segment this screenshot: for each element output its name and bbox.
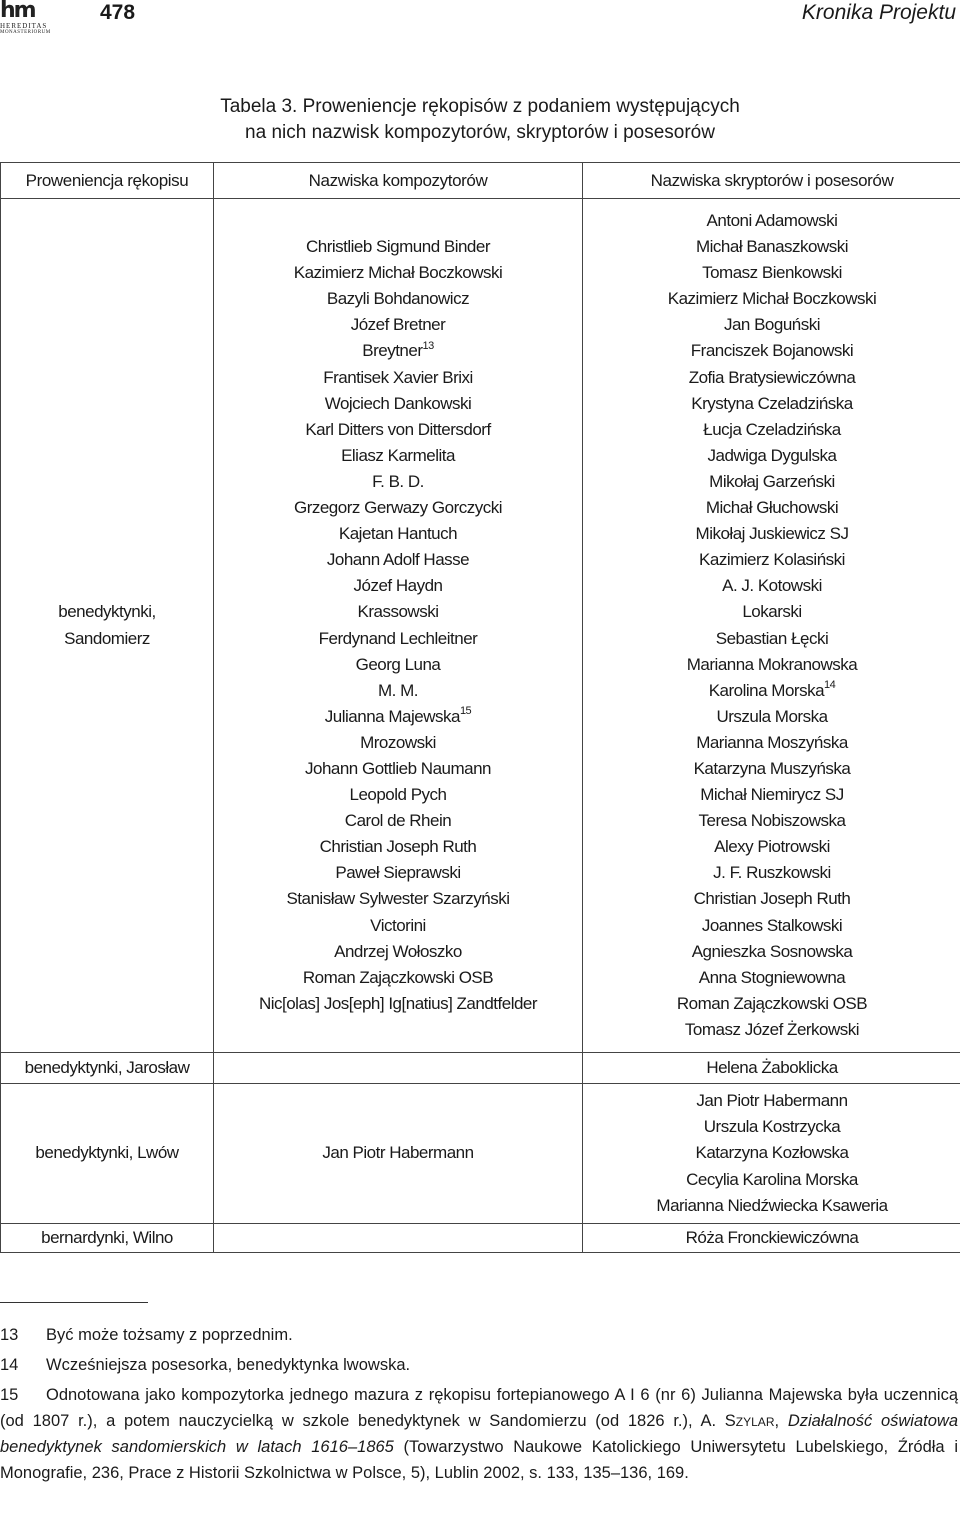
name-text: Tomasz Bienkowski — [702, 263, 842, 283]
header-provenance: Proweniencja rękopisu — [1, 163, 214, 199]
name-text: Anna Stogniewowna — [698, 967, 846, 987]
name-text: Georg Luna — [355, 654, 441, 674]
composer-name — [214, 521, 582, 547]
composer-name — [214, 495, 582, 521]
logo-line-2: MONASTERIORUM — [0, 30, 51, 35]
scribe-name — [583, 652, 960, 678]
footnote-number: 15 — [0, 1386, 19, 1404]
footnote-14 — [0, 1352, 958, 1378]
name-text: Teresa Nobiszowska — [698, 811, 846, 831]
name-text: Joannes Stalkowski — [701, 915, 843, 935]
table-row — [1, 1053, 960, 1084]
name-text: Julianna Majewska — [324, 706, 460, 726]
name-text: Nic[olas] Jos[eph] Ig[natius] Zandtfelder — [258, 993, 538, 1013]
footnote-text: Wcześniejsza posesorka, benedyktynka lwowska. — [46, 1356, 411, 1374]
scribe-name — [583, 599, 960, 625]
composer-name — [214, 391, 582, 417]
name-text: Marianna Niedźwiecka Ksaweria — [656, 1195, 888, 1215]
name-text: Krystyna Czeladzińska — [691, 393, 853, 413]
footnote-divider — [0, 1302, 148, 1303]
composer-name — [214, 782, 582, 808]
name-text: Katarzyna Muszyńska — [693, 758, 851, 778]
footnote-reference: 14 — [824, 679, 836, 692]
table-header-row — [1, 163, 960, 199]
provenance-cell — [1, 1224, 214, 1253]
name-text: Katarzyna Kozłowska — [695, 1143, 849, 1163]
scribe-name — [583, 860, 960, 886]
name-text: Christlieb Sigmund Binder — [305, 237, 491, 257]
scribe-name — [583, 1017, 960, 1043]
name-text: Antoni Adamowski — [706, 211, 838, 230]
scribe-name — [583, 886, 960, 912]
name-text: Józef Haydn — [353, 576, 443, 596]
scribe-name — [583, 1193, 960, 1219]
name-text: Franciszek Bojanowski — [690, 341, 854, 361]
name-text: Mikołaj Garzeński — [709, 471, 835, 491]
name-text: Wojciech Dankowski — [324, 393, 472, 413]
caption-line-2: na nich nazwisk kompozytorów, skryptorów i posesorów — [245, 122, 715, 143]
composer-name — [214, 652, 582, 678]
name-text: F. B. D. — [372, 471, 424, 491]
composer-name — [214, 678, 582, 704]
scribe-name — [583, 338, 960, 364]
name-text: Łucja Czeladzińska — [703, 419, 841, 439]
name-text: Frantisek Xavier Brixi — [323, 367, 473, 387]
composer-name — [214, 260, 582, 286]
name-text: Christian Joseph Ruth — [319, 837, 477, 857]
scribe-name — [583, 208, 960, 234]
name-text: Lokarski — [742, 602, 802, 622]
name-text: Victorini — [370, 915, 426, 935]
provenance-cell — [1, 199, 214, 1053]
scribe-name — [583, 443, 960, 469]
scribe-name — [583, 547, 960, 573]
provenance-line: benedyktynki, Lwów — [35, 1143, 179, 1163]
composers-cell — [214, 1084, 583, 1224]
page-header — [0, 0, 960, 40]
footnote-reference: 13 — [422, 339, 434, 352]
composers-cell — [214, 1053, 583, 1084]
name-text: Róża Fronckiewiczówna — [685, 1227, 859, 1247]
composer-name — [214, 469, 582, 495]
name-text: Kazimierz Michał Boczkowski — [293, 263, 503, 283]
scribes-cell — [583, 1084, 960, 1224]
scribe-name — [583, 312, 960, 338]
scribe-name — [583, 965, 960, 991]
name-text: Cecylia Karolina Morska — [686, 1169, 858, 1189]
scribe-name — [583, 1055, 960, 1081]
name-text: Jan Piotr Habermann — [696, 1091, 848, 1111]
footnote-text: (Towarzystwo Naukowe Katolickiego Uniwersytetu Lubelskiego, Źródła i Monografie, 236, Prace z Historii Szkolnictwa w Polsce, 5), Lublin 2002, s. 133, 135–136, 169. — [0, 1438, 958, 1482]
composer-name — [214, 991, 582, 1017]
name-text: Eliasz Karmelita — [341, 445, 455, 465]
name-text: Józef Bretner — [350, 315, 446, 335]
scribe-name — [583, 991, 960, 1017]
composer-name — [214, 338, 582, 364]
scribe-name — [583, 469, 960, 495]
scribe-name — [583, 286, 960, 312]
scribe-name — [583, 260, 960, 286]
name-text: Jan Piotr Habermann — [322, 1143, 474, 1163]
name-text: Mrozowski — [360, 732, 436, 752]
footnote-text: , — [774, 1412, 788, 1430]
header-composers: Nazwiska kompozytorów — [214, 163, 583, 199]
footnotes — [0, 1322, 958, 1490]
provenance-line: Sandomierz — [64, 628, 150, 648]
scribe-name — [583, 626, 960, 652]
scribe-name — [583, 1088, 960, 1114]
name-text: Zofia Bratysiewiczówna — [688, 367, 856, 387]
provenance-line: benedyktynki, — [58, 602, 156, 622]
scribe-name — [583, 573, 960, 599]
composer-name — [214, 1140, 582, 1166]
scribe-name — [583, 1140, 960, 1166]
name-text: Carol de Rhein — [344, 811, 452, 831]
footnote-text: Być może tożsamy z poprzednim. — [46, 1326, 293, 1344]
composer-name — [214, 834, 582, 860]
name-text: Andrzej Wołoszko — [334, 941, 462, 961]
footnote-15 — [0, 1382, 958, 1486]
scribe-name — [583, 678, 960, 704]
name-text: Michał Głuchowski — [705, 498, 839, 518]
name-text: Johann Adolf Hasse — [326, 550, 470, 570]
table-row — [1, 1224, 960, 1253]
name-text: Roman Zajączkowski OSB — [302, 967, 494, 987]
name-text: Krassowski — [357, 602, 439, 622]
name-text: Kazimierz Michał Boczkowski — [667, 289, 877, 309]
provenance-line: bernardynki, Wilno — [41, 1227, 173, 1247]
footnote-text: Odnotowana jako kompozytorka jednego mazura z rękopisu fortepianowego A I 6 (nr 6) Julianna Majewska była uczennicą (od 1807 r.), a potem nauczycielką w szkole benedyktynek w Sandomierzu (od 1826 r.), A. — [0, 1386, 958, 1430]
name-text: Agnieszka Sosnowska — [691, 941, 853, 961]
footnote-number: 13 — [0, 1326, 19, 1344]
name-text: Ferdynand Lechleitner — [318, 628, 478, 648]
logo-mark: hm — [0, 0, 35, 23]
name-text: Kazimierz Kolasiński — [699, 550, 845, 570]
provenance-line: benedyktynki, Jarosław — [24, 1057, 190, 1077]
scribes-cell — [583, 1053, 960, 1084]
scribe-name — [583, 391, 960, 417]
name-text: Johann Gottlieb Naumann — [304, 758, 492, 778]
logo-line-1: HEREDITAS — [0, 22, 48, 30]
name-text: Karl Ditters von Dittersdorf — [305, 419, 491, 439]
name-text: Christian Joseph Ruth — [693, 889, 851, 909]
composer-name — [214, 730, 582, 756]
scribe-name — [583, 495, 960, 521]
provenance-cell — [1, 1084, 214, 1224]
scribe-name — [583, 756, 960, 782]
scribe-name — [583, 1167, 960, 1193]
header-scribes: Nazwiska skryptorów i posesorów — [583, 163, 960, 199]
name-text: Jan Boguński — [723, 315, 821, 335]
provenance-table — [0, 162, 960, 1253]
scribe-name — [583, 834, 960, 860]
name-text: M. M. — [378, 680, 418, 700]
name-text: Alexy Piotrowski — [714, 837, 830, 857]
composer-name — [214, 312, 582, 338]
composer-name — [214, 443, 582, 469]
composer-name — [214, 417, 582, 443]
footnote-13 — [0, 1322, 958, 1348]
hereditas-monasteriorum-logo — [0, 0, 60, 38]
table-caption — [0, 94, 960, 146]
scribe-name — [583, 417, 960, 443]
page-number: 478 — [100, 1, 136, 24]
name-text: Marianna Mokranowska — [686, 654, 858, 674]
scribe-name — [583, 913, 960, 939]
scribe-name — [583, 808, 960, 834]
scribes-cell — [583, 199, 960, 1053]
composer-name — [214, 573, 582, 599]
caption-line-1: Tabela 3. Proweniencje rękopisów z podaniem występujących — [220, 96, 740, 117]
provenance-cell — [1, 1053, 214, 1084]
table-row — [1, 1084, 960, 1224]
name-text: Bazyli Bohdanowicz — [326, 289, 470, 309]
composer-name — [214, 886, 582, 912]
name-text: Michał Banaszkowski — [695, 237, 849, 257]
scribe-name — [583, 365, 960, 391]
name-text: Kajetan Hantuch — [338, 524, 458, 544]
footnote-number: 14 — [0, 1356, 19, 1374]
name-text: Stanisław Sylwester Szarzyński — [286, 889, 510, 909]
composer-name — [214, 808, 582, 834]
name-text: Helena Żaboklicka — [706, 1057, 838, 1077]
name-text: Marianna Moszyńska — [696, 732, 848, 752]
composer-name — [214, 913, 582, 939]
name-text: Grzegorz Gerwazy Gorczycki — [293, 498, 503, 518]
composer-name — [214, 965, 582, 991]
name-text: A. J. Kotowski — [722, 576, 822, 596]
table-row — [1, 199, 960, 1053]
name-text: Jadwiga Dygulska — [707, 445, 837, 465]
composer-name — [214, 704, 582, 730]
name-text: Paweł Sieprawski — [335, 863, 461, 883]
name-text: Leopold Pych — [349, 785, 447, 805]
name-text: Mikołaj Juskiewicz SJ — [695, 524, 849, 544]
footnote-work-title: Działalność oświatowa benedyktynek sandomierskich w latach 1616–1865 — [0, 1412, 958, 1456]
composers-cell — [214, 199, 583, 1053]
composer-name — [214, 365, 582, 391]
scribes-cell — [583, 1224, 960, 1253]
scribe-name — [583, 730, 960, 756]
composer-name — [214, 756, 582, 782]
scribe-name — [583, 234, 960, 260]
composer-name — [214, 234, 582, 260]
composer-name — [214, 626, 582, 652]
name-text: Breytner — [362, 341, 423, 361]
running-title: Kronika Projektu — [801, 1, 956, 24]
name-text: Tomasz Józef Żerkowski — [684, 1019, 860, 1039]
composer-name — [214, 599, 582, 625]
name-text: Roman Zajączkowski OSB — [676, 993, 868, 1013]
scribe-name — [583, 1114, 960, 1140]
name-text: J. F. Ruszkowski — [713, 863, 831, 883]
composer-name — [214, 860, 582, 886]
composer-name — [214, 286, 582, 312]
name-text: Urszula Kostrzycka — [703, 1117, 841, 1137]
name-text: Michał Niemirycz SJ — [700, 785, 844, 805]
name-text: Urszula Morska — [716, 706, 828, 726]
composers-cell — [214, 1224, 583, 1253]
composer-name — [214, 939, 582, 965]
composer-name — [214, 547, 582, 573]
scribe-name — [583, 521, 960, 547]
footnote-author: Szylar — [724, 1412, 775, 1430]
footnote-reference: 15 — [459, 705, 472, 718]
scribe-name — [583, 939, 960, 965]
name-text: Karolina Morska — [708, 680, 825, 700]
scribe-name — [583, 704, 960, 730]
name-text: Sebastian Łęcki — [715, 628, 829, 648]
scribe-name — [583, 1225, 960, 1251]
scribe-name — [583, 782, 960, 808]
